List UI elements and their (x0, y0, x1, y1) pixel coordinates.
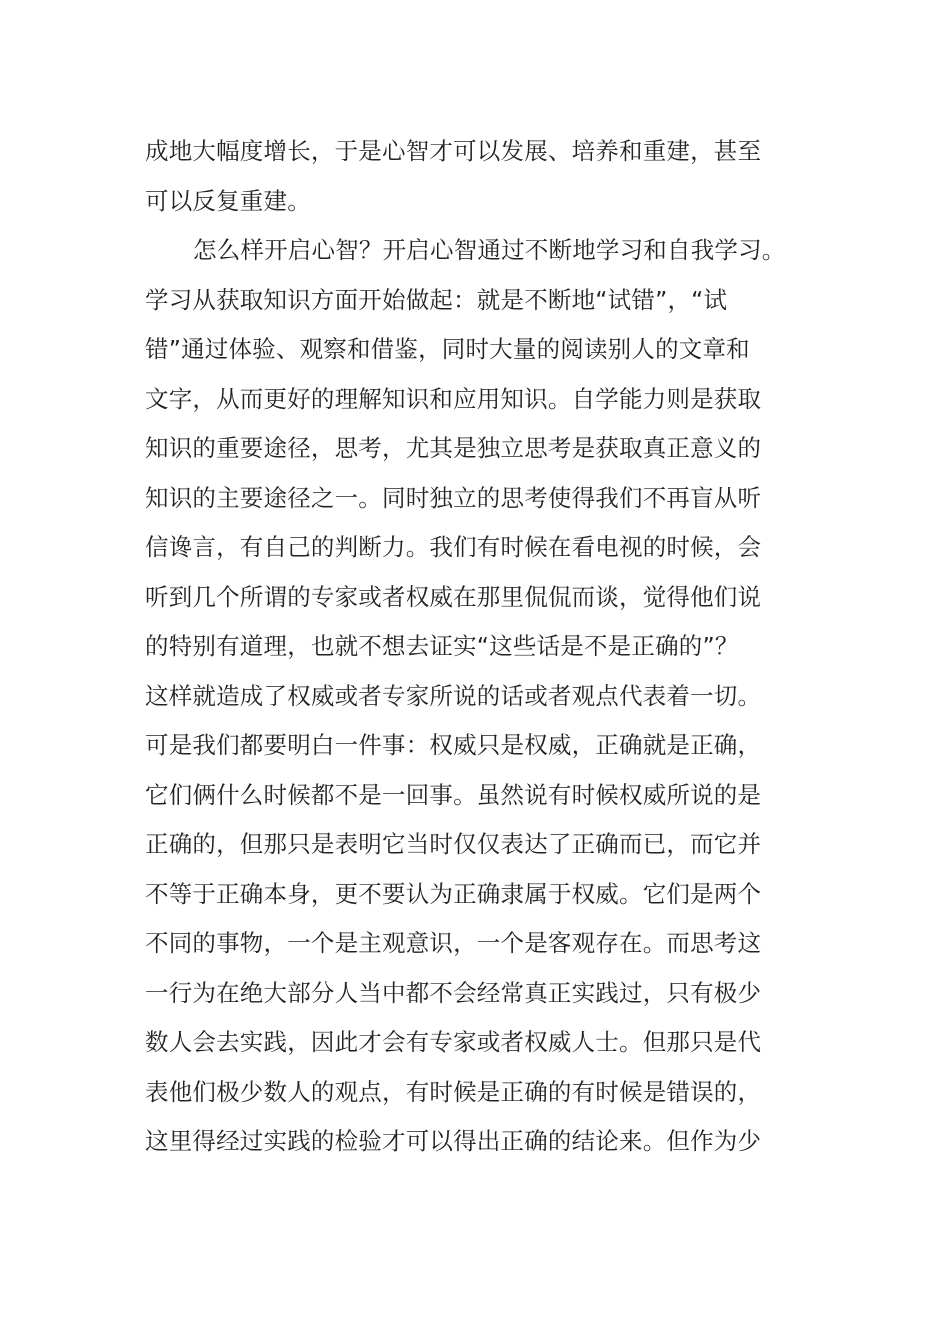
text-line-1: 成地大幅度增长，于是心智才可以发展、培养和重建，甚至 (145, 137, 762, 165)
text-line-15: 正确的，但那只是表明它当时仅仅表达了正确而已，而它并 (145, 830, 762, 858)
text-line-9: 信谗言，有自己的判断力。我们有时候在看电视的时候，会 (145, 533, 762, 561)
text-line-12: 这样就造成了权威或者专家所说的话或者观点代表着一切。 (145, 681, 762, 710)
text-line-5: 错”通过体验、观察和借鉴，同时大量的阅读别人的文章和 (145, 335, 750, 363)
paragraph-start-line: 怎么样开启心智？开启心智通过不断地学习和自我学习。 (193, 236, 786, 264)
text-line-4: 学习从获取知识方面开始做起：就是不断地“试错”，“试 (145, 285, 728, 314)
text-line-18: 一行为在绝大部分人当中都不会经常真正实践过，只有极少 (145, 978, 762, 1007)
text-line-7: 知识的重要途径，思考，尤其是独立思考是获取真正意义的 (145, 434, 762, 462)
body-text (145, 127, 825, 1167)
text-line-10: 听到几个所谓的专家或者权威在那里侃侃而谈，觉得他们说 (145, 582, 762, 611)
text-line-6: 文字，从而更好的理解知识和应用知识。自学能力则是获取 (145, 384, 762, 413)
text-line-8: 知识的主要途径之一。同时独立的思考使得我们不再盲从听 (145, 483, 762, 512)
text-line-11: 的特别有道理，也就不想去证实“这些话是不是正确的”？ (145, 632, 739, 660)
text-line-21: 这里得经过实践的检验才可以得出正确的结论来。但作为少 (145, 1127, 762, 1155)
text-line-20: 表他们极少数人的观点，有时候是正确的有时候是错误的， (145, 1077, 762, 1106)
text-line-16: 不等于正确本身，更不要认为正确隶属于权威。它们是两个 (145, 879, 762, 908)
text-line-2: 可以反复重建。 (145, 186, 311, 215)
text-line-17: 不同的事物，一个是主观意识，一个是客观存在。而思考这 (145, 929, 762, 957)
text-line-13: 可是我们都要明白一件事：权威只是权威，正确就是正确， (145, 731, 762, 759)
text-line-14: 它们俩什么时候都不是一回事。虽然说有时候权威所说的是 (145, 780, 762, 809)
text-line-19: 数人会去实践，因此才会有专家或者权威人士。但那只是代 (145, 1028, 762, 1056)
